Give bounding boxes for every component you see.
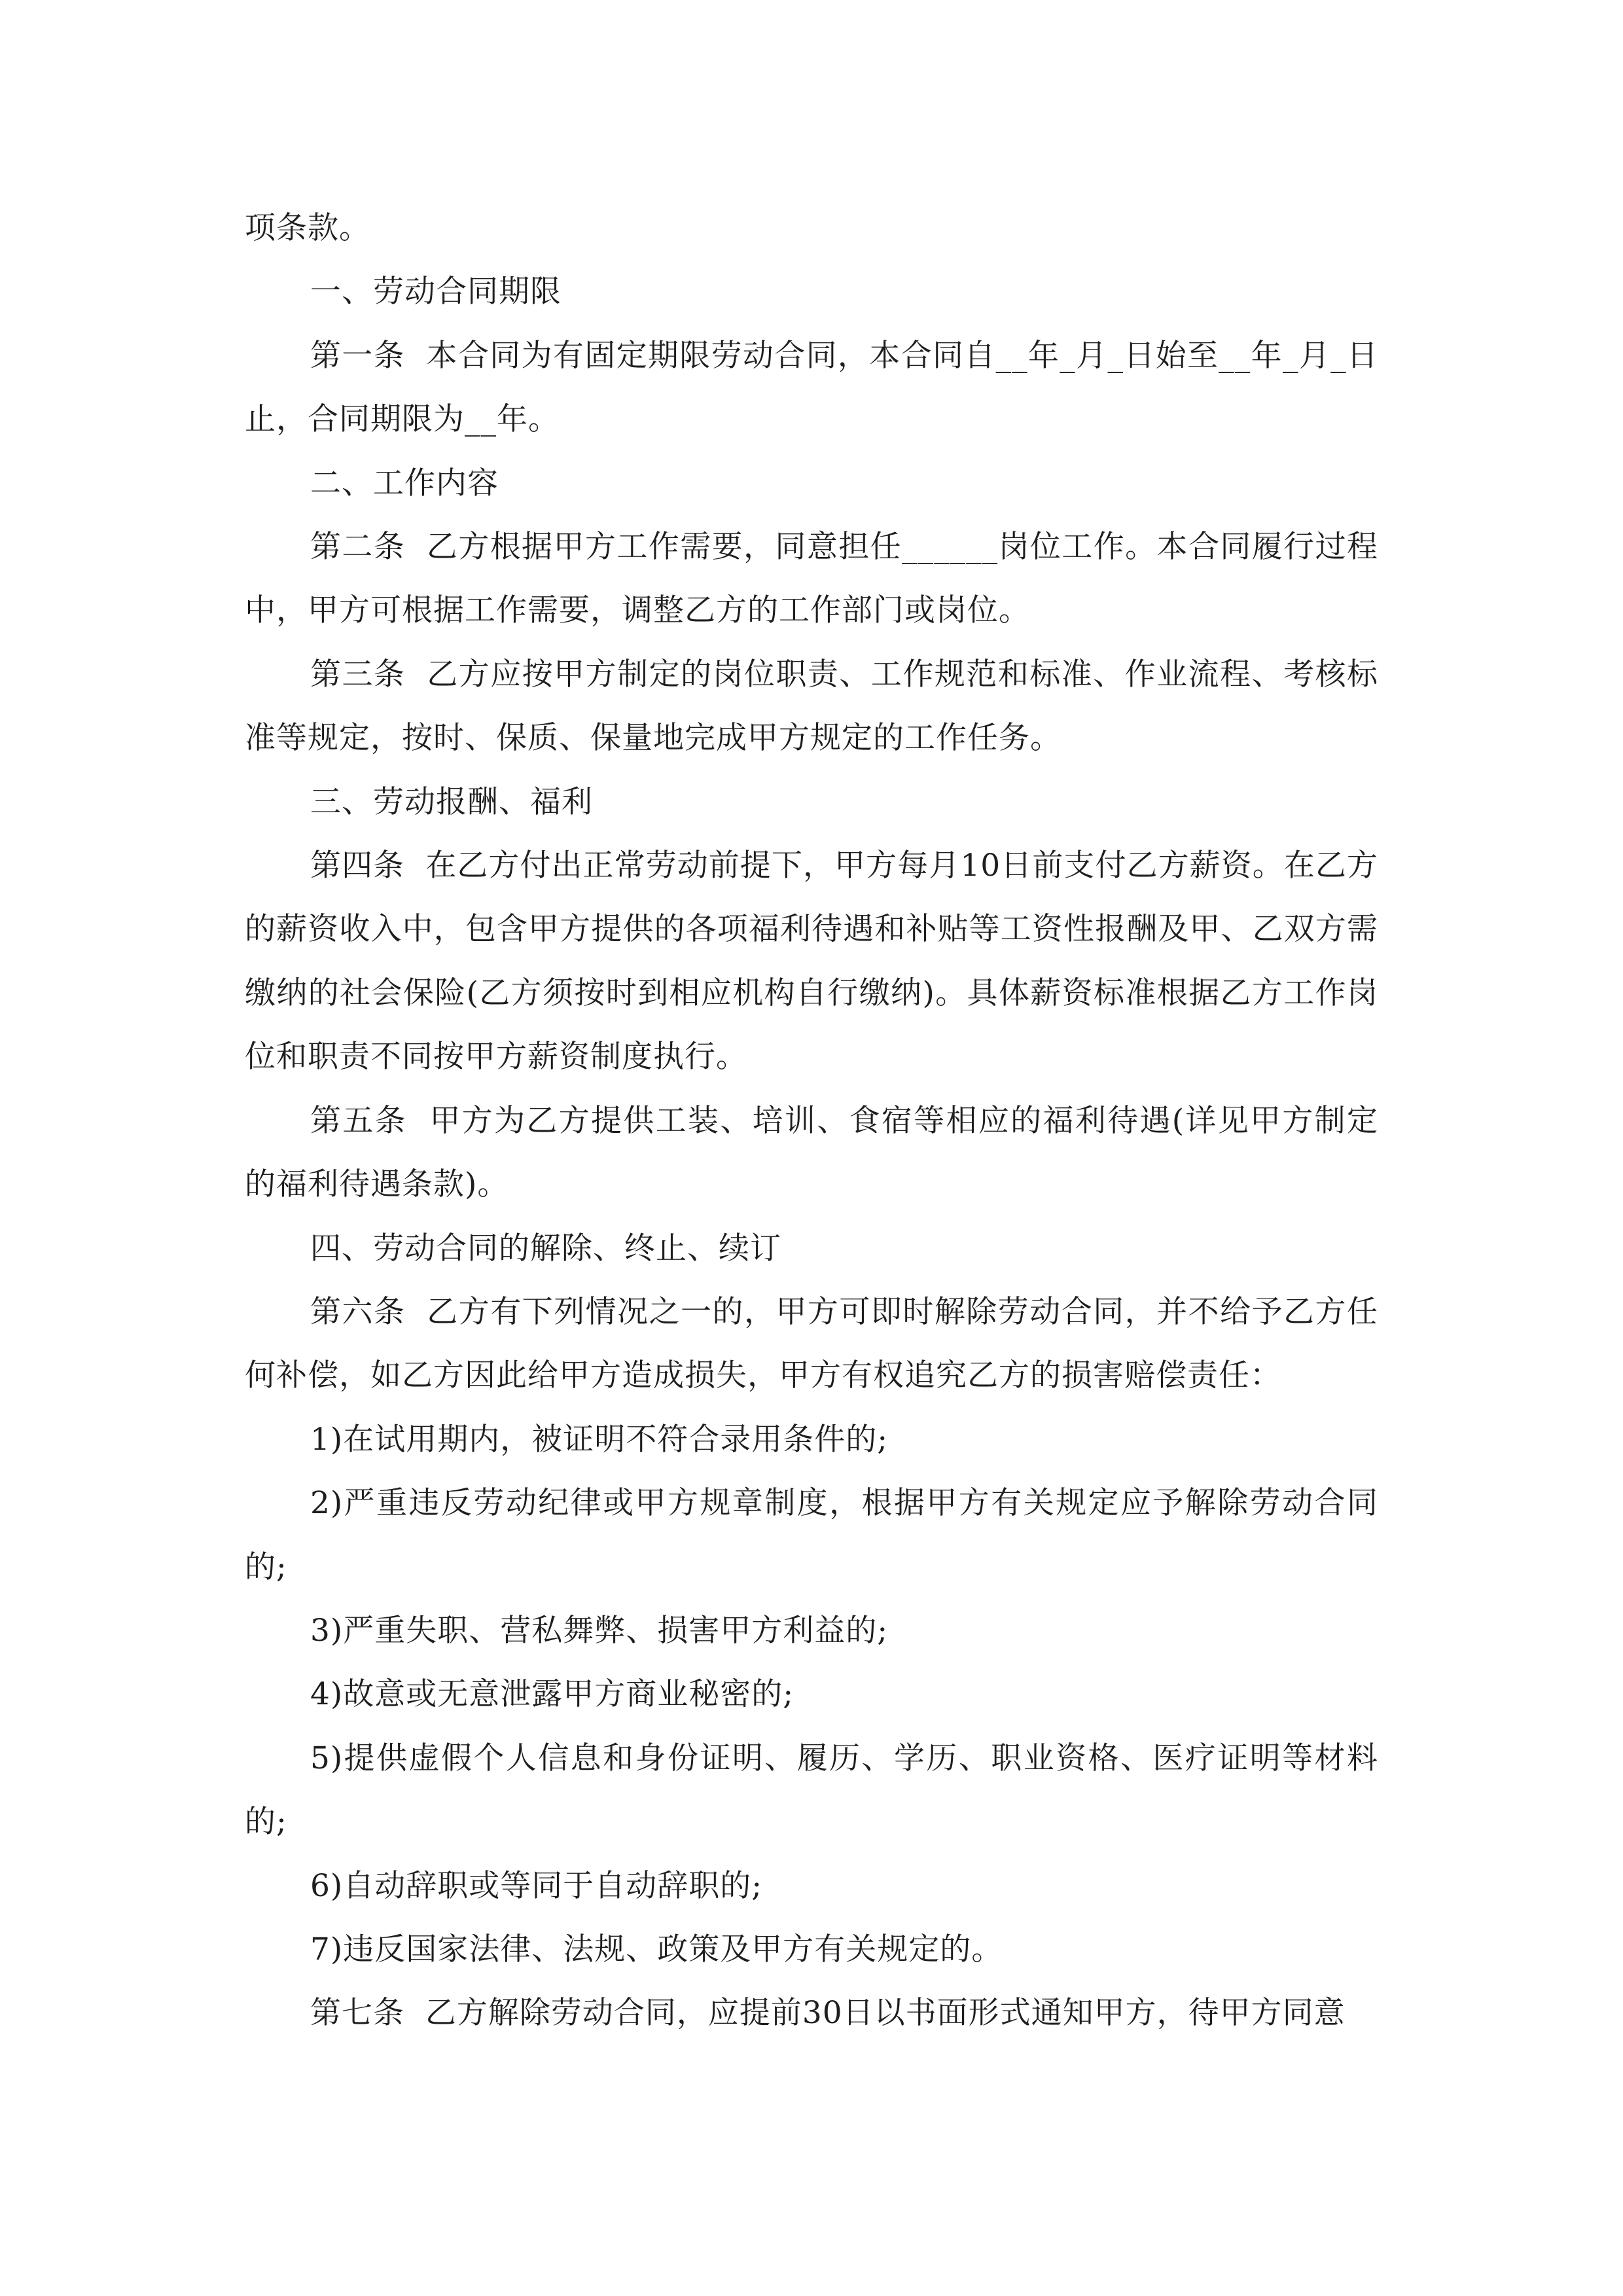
list-item: 5)提供虚假个人信息和身份证明、履历、学历、职业资格、医疗证明等材料的; <box>245 1740 1378 1840</box>
section-heading-contract-term: 一、劳动合同期限 <box>310 274 562 310</box>
article-5: 第五条 甲方为乙方提供工装、培训、食宿等相应的福利待遇(详见甲方制定的福利待遇条款)。 <box>245 1102 1378 1203</box>
article-2: 第二条 乙方根据甲方工作需要，同意担任______岗位工作。本合同履行过程中，甲方可根据工作需要，调整乙方的工作部门或岗位。 <box>245 529 1378 629</box>
paragraph-continuation: 项条款。 <box>245 210 370 246</box>
article-3: 第三条 乙方应按甲方制定的岗位职责、工作规范和标准、作业流程、考核标准等规定，按时、保质、保量地完成甲方规定的工作任务。 <box>245 656 1378 757</box>
article-6: 第六条 乙方有下列情况之一的，甲方可即时解除劳动合同，并不给予乙方任何补偿，如乙方因此给甲方造成损失，甲方有权追究乙方的损害赔偿责任： <box>245 1293 1378 1394</box>
list-item: 6)自动辞职或等同于自动辞职的; <box>310 1867 763 1904</box>
article-4: 第四条 在乙方付出正常劳动前提下，甲方每月10日前支付乙方薪资。在乙方的薪资收入中，包含甲方提供的各项福利待遇和补贴等工资性报酬及甲、乙双方需缴纳的社会保险(乙方须按时到相应机构自行缴纳)。具体薪资标准根据乙方工作岗位和职责不同按甲方薪资制度执行。 <box>245 848 1378 1075</box>
article-7: 第七条 乙方解除劳动合同，应提前30日以书面形式通知甲方，待甲方同意 <box>310 1995 1346 2032</box>
list-item: 2)严重违反劳动纪律或甲方规章制度，根据甲方有关规定应予解除劳动合同的; <box>245 1485 1378 1585</box>
list-item: 1)在试用期内，被证明不符合录用条件的; <box>310 1421 889 1458</box>
list-item: 7)违反国家法律、法规、政策及甲方有关规定的。 <box>310 1931 1003 1967</box>
list-item: 4)故意或无意泄露甲方商业秘密的; <box>310 1676 794 1713</box>
document-body <box>245 196 1378 2045</box>
article-1: 第一条 本合同为有固定期限劳动合同，本合同自__年_月_日始至__年_月_日止，合同期限为__年。 <box>245 337 1378 438</box>
section-heading-remuneration: 三、劳动报酬、福利 <box>310 783 593 820</box>
list-item: 3)严重失职、营私舞弊、损害甲方利益的; <box>310 1612 889 1649</box>
section-heading-termination: 四、劳动合同的解除、终止、续订 <box>310 1230 781 1266</box>
section-heading-job-content: 二、工作内容 <box>310 465 499 501</box>
